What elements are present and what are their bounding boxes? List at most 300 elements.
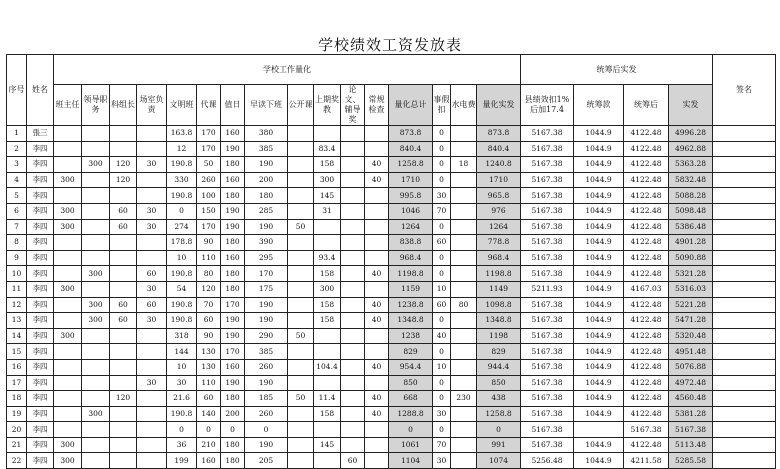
cell-county-perf: 5167.38: [521, 235, 574, 251]
cell-room-manager: 30: [137, 203, 167, 219]
cell-last-term-award: [314, 344, 341, 360]
row-name: 李四: [27, 313, 54, 329]
cell-class-teacher: 300: [54, 203, 82, 219]
cell-subject-head: [110, 422, 137, 438]
cell-leave-deduct: 0: [433, 344, 451, 360]
row-seq: 6: [7, 203, 27, 219]
cell-morning-read: 190: [245, 313, 288, 329]
cell-morning-read: 390: [245, 235, 288, 251]
cell-subject-head: 60: [110, 297, 137, 313]
cell-leave-deduct: 0: [433, 391, 451, 407]
cell-duty: 180: [221, 266, 245, 282]
cell-duty: 160: [221, 172, 245, 188]
cell-pool-fund: 1044.9: [574, 297, 624, 313]
cell-quant-net: 1098.8: [477, 297, 521, 313]
cell-class-teacher: [54, 422, 82, 438]
cell-county-perf: 5167.38: [521, 406, 574, 422]
cell-after-pool: 4122.48: [624, 344, 669, 360]
cell-duty: 190: [221, 219, 245, 235]
cell-after-pool: 4122.48: [624, 235, 669, 251]
cell-class-teacher: [54, 157, 82, 173]
cell-utility-fee: [451, 344, 477, 360]
cell-after-pool: 4122.48: [624, 126, 669, 142]
cell-utility-fee: [451, 172, 477, 188]
header-substitute: 代课: [197, 85, 221, 126]
cell-duty: 170: [221, 344, 245, 360]
cell-room-manager: [137, 172, 167, 188]
cell-utility-fee: 18: [451, 157, 477, 173]
cell-subject-head: [110, 437, 137, 453]
cell-subject-head: [110, 188, 137, 204]
cell-leave-deduct: 0: [433, 375, 451, 391]
row-name: 李四: [27, 203, 54, 219]
row-name: 李四: [27, 375, 54, 391]
row-name: 李四: [27, 235, 54, 251]
header-quant-net: 量化实发: [477, 85, 521, 126]
row-name: 李四: [27, 172, 54, 188]
cell-county-perf: 5167.38: [521, 344, 574, 360]
cell-subject-head: [110, 453, 137, 469]
cell-morning-read: 190: [245, 157, 288, 173]
cell-last-term-award: 158: [314, 297, 341, 313]
row-seq: 3: [7, 157, 27, 173]
cell-utility-fee: [451, 266, 477, 282]
row-name: 李四: [27, 297, 54, 313]
row-signature: [713, 203, 776, 219]
table-row: [7, 281, 776, 297]
cell-room-manager: [137, 359, 167, 375]
cell-quant-net: 0: [477, 422, 521, 438]
row-signature: [713, 281, 776, 297]
cell-civil-class: 190.8: [167, 188, 197, 204]
cell-county-perf: 5167.38: [521, 219, 574, 235]
cell-subject-head: [110, 281, 137, 297]
row-signature: [713, 437, 776, 453]
cell-leader-duty: [82, 422, 110, 438]
cell-utility-fee: [451, 126, 477, 142]
cell-last-term-award: 145: [314, 437, 341, 453]
cell-morning-read: 200: [245, 172, 288, 188]
cell-paper-award: [341, 359, 365, 375]
cell-pool-fund: 1044.9: [574, 344, 624, 360]
cell-utility-fee: [451, 328, 477, 344]
cell-duty: 190: [221, 328, 245, 344]
cell-civil-class: 199: [167, 453, 197, 469]
row-signature: [713, 235, 776, 251]
cell-quant-total: 1348.8: [389, 313, 433, 329]
row-signature: [713, 375, 776, 391]
cell-quant-total: 850: [389, 375, 433, 391]
cell-morning-read: 170: [245, 266, 288, 282]
header-morning-read: 早读下班: [245, 85, 288, 126]
table-row: [7, 266, 776, 282]
header-last-term-award: 上期奖教: [314, 85, 341, 126]
table-row: [7, 250, 776, 266]
cell-net-pay: 5321.28: [669, 266, 713, 282]
cell-routine-check: [365, 188, 389, 204]
header-after-pool: 统筹后: [624, 85, 669, 126]
cell-quant-total: 1710: [389, 172, 433, 188]
table-row: [7, 422, 776, 438]
cell-quant-total: 954.4: [389, 359, 433, 375]
row-name: 李四: [27, 266, 54, 282]
row-seq: 16: [7, 359, 27, 375]
cell-last-term-award: [314, 126, 341, 142]
cell-county-perf: 5167.38: [521, 359, 574, 375]
cell-open-class: [288, 359, 314, 375]
cell-duty: 200: [221, 406, 245, 422]
cell-room-manager: [137, 250, 167, 266]
row-seq: 20: [7, 422, 27, 438]
header-paper-award: 论文、辅导奖: [341, 85, 365, 126]
cell-quant-net: 840.4: [477, 141, 521, 157]
cell-morning-read: 385: [245, 141, 288, 157]
cell-routine-check: [365, 422, 389, 438]
header-leader-duty: 领导职务: [82, 85, 110, 126]
cell-net-pay: 5832.48: [669, 172, 713, 188]
cell-county-perf: 5167.38: [521, 375, 574, 391]
cell-morning-read: 295: [245, 250, 288, 266]
row-seq: 4: [7, 172, 27, 188]
cell-open-class: [288, 188, 314, 204]
cell-open-class: [288, 313, 314, 329]
cell-leader-duty: [82, 437, 110, 453]
cell-open-class: [288, 250, 314, 266]
cell-room-manager: [137, 188, 167, 204]
row-name: 李四: [27, 328, 54, 344]
cell-routine-check: 40: [365, 157, 389, 173]
cell-after-pool: 4122.48: [624, 391, 669, 407]
cell-routine-check: [365, 250, 389, 266]
cell-civil-class: 190.8: [167, 297, 197, 313]
cell-routine-check: [365, 375, 389, 391]
cell-open-class: [288, 235, 314, 251]
cell-morning-read: 190: [245, 437, 288, 453]
cell-paper-award: [341, 391, 365, 407]
cell-after-pool: 4211.58: [624, 453, 669, 469]
table-row: [7, 437, 776, 453]
cell-last-term-award: 93.4: [314, 250, 341, 266]
cell-utility-fee: 80: [451, 297, 477, 313]
cell-open-class: [288, 422, 314, 438]
cell-utility-fee: [451, 188, 477, 204]
cell-county-perf: 5167.38: [521, 422, 574, 438]
cell-paper-award: [341, 157, 365, 173]
table-row: [7, 141, 776, 157]
cell-utility-fee: [451, 375, 477, 391]
cell-duty: 180: [221, 235, 245, 251]
cell-substitute: 90: [197, 328, 221, 344]
cell-quant-net: 1710: [477, 172, 521, 188]
cell-morning-read: 175: [245, 281, 288, 297]
cell-civil-class: 330: [167, 172, 197, 188]
cell-quant-net: 976: [477, 203, 521, 219]
row-signature: [713, 172, 776, 188]
row-seq: 18: [7, 391, 27, 407]
cell-civil-class: 144: [167, 344, 197, 360]
cell-open-class: [288, 172, 314, 188]
cell-open-class: 50: [288, 328, 314, 344]
cell-class-teacher: [54, 313, 82, 329]
cell-paper-award: [341, 203, 365, 219]
cell-utility-fee: [451, 313, 477, 329]
cell-routine-check: [365, 437, 389, 453]
cell-pool-fund: 1044.9: [574, 203, 624, 219]
cell-leave-deduct: 0: [433, 126, 451, 142]
cell-utility-fee: [451, 422, 477, 438]
cell-subject-head: 60: [110, 219, 137, 235]
cell-quant-total: 1238: [389, 328, 433, 344]
cell-routine-check: [365, 453, 389, 469]
header-open-class: 公开课: [288, 85, 314, 126]
cell-substitute: 100: [197, 188, 221, 204]
cell-after-pool: 4122.48: [624, 297, 669, 313]
cell-leave-deduct: 10: [433, 359, 451, 375]
row-name: 李四: [27, 344, 54, 360]
cell-routine-check: [365, 141, 389, 157]
cell-last-term-award: 31: [314, 203, 341, 219]
row-signature: [713, 297, 776, 313]
cell-room-manager: [137, 235, 167, 251]
cell-after-pool: 4122.48: [624, 141, 669, 157]
cell-room-manager: [137, 328, 167, 344]
cell-quant-net: 1198.8: [477, 266, 521, 282]
cell-class-teacher: [54, 141, 82, 157]
cell-subject-head: 120: [110, 391, 137, 407]
cell-paper-award: [341, 219, 365, 235]
header-subject-head: 科组长: [110, 85, 137, 126]
row-seq: 9: [7, 250, 27, 266]
cell-last-term-award: 145: [314, 188, 341, 204]
cell-open-class: [288, 297, 314, 313]
row-seq: 7: [7, 219, 27, 235]
cell-substitute: 210: [197, 437, 221, 453]
cell-duty: 170: [221, 297, 245, 313]
cell-quant-total: 1198.8: [389, 266, 433, 282]
header-utility-fee: 水电费: [451, 85, 477, 126]
cell-pool-fund: 1044.9: [574, 453, 624, 469]
cell-quant-total: 1264: [389, 219, 433, 235]
row-name: 李四: [27, 453, 54, 469]
cell-net-pay: 5090.88: [669, 250, 713, 266]
cell-leader-duty: 300: [82, 297, 110, 313]
cell-paper-award: [341, 406, 365, 422]
cell-class-teacher: 300: [54, 453, 82, 469]
cell-open-class: [288, 375, 314, 391]
header-seq: 序号: [7, 55, 27, 126]
header-net-pay: 实发: [669, 85, 713, 126]
cell-net-pay: 4996.28: [669, 126, 713, 142]
cell-last-term-award: [314, 375, 341, 391]
cell-net-pay: 5167.38: [669, 422, 713, 438]
cell-class-teacher: [54, 235, 82, 251]
cell-paper-award: [341, 313, 365, 329]
header-quant-total: 量化总计: [389, 85, 433, 126]
cell-quant-net: 1240.8: [477, 157, 521, 173]
cell-duty: 190: [221, 141, 245, 157]
row-seq: 8: [7, 235, 27, 251]
cell-county-perf: 5167.38: [521, 141, 574, 157]
cell-routine-check: 40: [365, 406, 389, 422]
table-row: [7, 188, 776, 204]
cell-substitute: 160: [197, 453, 221, 469]
row-signature: [713, 422, 776, 438]
cell-pool-fund: 1044.9: [574, 188, 624, 204]
cell-leader-duty: [82, 281, 110, 297]
cell-quant-total: 873.8: [389, 126, 433, 142]
header-sign: 签名: [713, 55, 776, 126]
cell-civil-class: 30: [167, 375, 197, 391]
cell-room-manager: 60: [137, 266, 167, 282]
cell-duty: 160: [221, 250, 245, 266]
cell-utility-fee: [451, 453, 477, 469]
cell-last-term-award: 158: [314, 266, 341, 282]
header-pay-group: 统筹后实发: [521, 55, 713, 85]
cell-routine-check: [365, 235, 389, 251]
cell-quant-net: 1198: [477, 328, 521, 344]
cell-room-manager: [137, 422, 167, 438]
cell-last-term-award: [314, 328, 341, 344]
cell-pool-fund: 1044.9: [574, 235, 624, 251]
cell-last-term-award: [314, 422, 341, 438]
cell-county-perf: 5256.48: [521, 453, 574, 469]
header-name: 姓名: [27, 55, 54, 126]
cell-class-teacher: [54, 391, 82, 407]
cell-leave-deduct: 0: [433, 172, 451, 188]
cell-quant-total: 1046: [389, 203, 433, 219]
header-county-perf: 县绩效扣1%后加17.4: [521, 85, 574, 126]
cell-subject-head: [110, 250, 137, 266]
row-seq: 15: [7, 344, 27, 360]
cell-morning-read: 290: [245, 328, 288, 344]
cell-leave-deduct: 0: [433, 250, 451, 266]
cell-net-pay: 5386.48: [669, 219, 713, 235]
cell-utility-fee: [451, 219, 477, 235]
cell-civil-class: 10: [167, 250, 197, 266]
cell-duty: 180: [221, 391, 245, 407]
cell-leave-deduct: 60: [433, 235, 451, 251]
cell-substitute: 50: [197, 157, 221, 173]
row-seq: 14: [7, 328, 27, 344]
cell-after-pool: 4122.48: [624, 359, 669, 375]
cell-after-pool: 4122.48: [624, 157, 669, 173]
table-row: [7, 126, 776, 142]
cell-substitute: 60: [197, 391, 221, 407]
cell-quant-total: 995.8: [389, 188, 433, 204]
cell-after-pool: 4167.03: [624, 281, 669, 297]
cell-last-term-award: [314, 453, 341, 469]
cell-subject-head: 60: [110, 313, 137, 329]
row-seq: 12: [7, 297, 27, 313]
header-pool-fund: 统筹款: [574, 85, 624, 126]
cell-morning-read: 185: [245, 391, 288, 407]
cell-county-perf: 5167.38: [521, 172, 574, 188]
cell-duty: 160: [221, 359, 245, 375]
cell-leave-deduct: 40: [433, 328, 451, 344]
row-name: 李四: [27, 422, 54, 438]
cell-quant-total: 1159: [389, 281, 433, 297]
cell-substitute: 80: [197, 266, 221, 282]
cell-after-pool: 4122.48: [624, 219, 669, 235]
row-signature: [713, 219, 776, 235]
cell-quant-total: 1288.8: [389, 406, 433, 422]
cell-net-pay: 5221.28: [669, 297, 713, 313]
table-row: [7, 157, 776, 173]
cell-leader-duty: [82, 328, 110, 344]
cell-net-pay: 4972.48: [669, 375, 713, 391]
cell-substitute: 110: [197, 250, 221, 266]
cell-county-perf: 5167.38: [521, 391, 574, 407]
cell-morning-read: 260: [245, 359, 288, 375]
cell-pool-fund: 1044.9: [574, 437, 624, 453]
table-row: [7, 391, 776, 407]
cell-quant-total: 840.4: [389, 141, 433, 157]
cell-utility-fee: [451, 406, 477, 422]
cell-pool-fund: 1044.9: [574, 406, 624, 422]
cell-class-teacher: [54, 359, 82, 375]
table-row: [7, 172, 776, 188]
cell-civil-class: 190.8: [167, 313, 197, 329]
cell-leave-deduct: 0: [433, 422, 451, 438]
cell-quant-total: 1104: [389, 453, 433, 469]
cell-paper-award: [341, 375, 365, 391]
row-seq: 2: [7, 141, 27, 157]
cell-pool-fund: 1044.9: [574, 359, 624, 375]
cell-paper-award: [341, 172, 365, 188]
cell-net-pay: 5320.48: [669, 328, 713, 344]
cell-class-teacher: [54, 406, 82, 422]
cell-substitute: 70: [197, 297, 221, 313]
cell-last-term-award: [314, 219, 341, 235]
cell-pool-fund: [574, 422, 624, 438]
cell-last-term-award: 300: [314, 281, 341, 297]
cell-leader-duty: [82, 453, 110, 469]
cell-open-class: [288, 437, 314, 453]
cell-leader-duty: [82, 250, 110, 266]
cell-after-pool: 4122.48: [624, 172, 669, 188]
cell-open-class: [288, 266, 314, 282]
cell-civil-class: 10: [167, 359, 197, 375]
cell-leader-duty: [82, 375, 110, 391]
pay-table: [6, 54, 776, 469]
cell-open-class: [288, 203, 314, 219]
table-row: [7, 235, 776, 251]
cell-county-perf: 5211.93: [521, 281, 574, 297]
cell-open-class: [288, 157, 314, 173]
cell-leader-duty: [82, 235, 110, 251]
cell-civil-class: 163.8: [167, 126, 197, 142]
cell-county-perf: 5167.38: [521, 266, 574, 282]
row-seq: 1: [7, 126, 27, 142]
cell-morning-read: 285: [245, 203, 288, 219]
cell-leave-deduct: 0: [433, 266, 451, 282]
cell-quant-net: 1149: [477, 281, 521, 297]
cell-morning-read: 190: [245, 219, 288, 235]
cell-subject-head: [110, 328, 137, 344]
cell-routine-check: 40: [365, 297, 389, 313]
cell-county-perf: 5167.38: [521, 313, 574, 329]
table-row: [7, 313, 776, 329]
cell-leave-deduct: 70: [433, 203, 451, 219]
cell-duty: 180: [221, 157, 245, 173]
cell-morning-read: 190: [245, 375, 288, 391]
cell-room-manager: [137, 453, 167, 469]
cell-quant-total: 838.8: [389, 235, 433, 251]
row-name: 李四: [27, 406, 54, 422]
cell-leave-deduct: 30: [433, 453, 451, 469]
cell-subject-head: 120: [110, 172, 137, 188]
cell-pool-fund: 1044.9: [574, 141, 624, 157]
